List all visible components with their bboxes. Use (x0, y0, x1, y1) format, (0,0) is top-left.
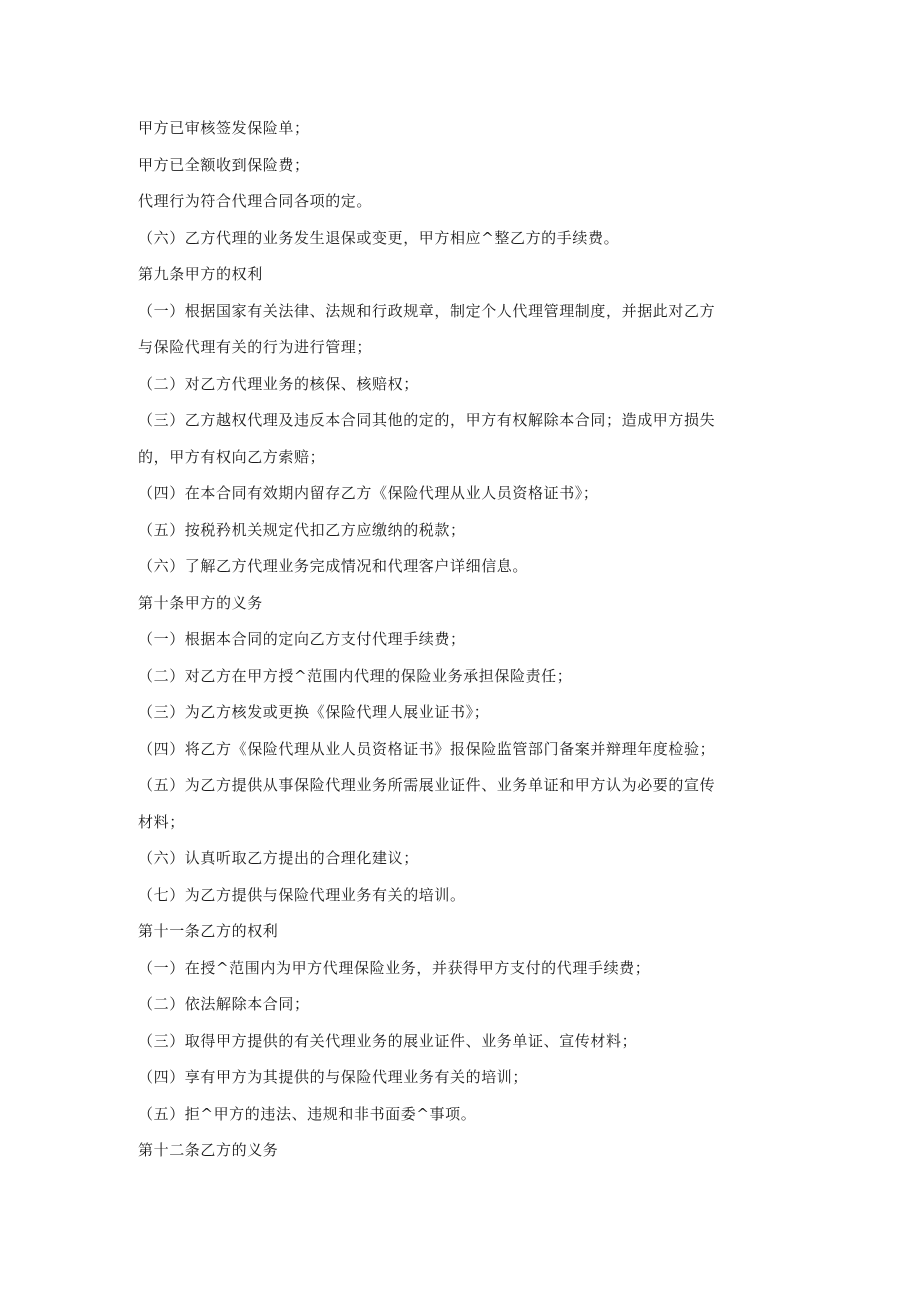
text-line: （二）对乙方代理业务的核保、核赔权； (138, 374, 419, 393)
document-body (138, 110, 778, 1169)
text-line: （四）在本合同有效期内留存乙方《保险代理从业人员资格证书》； (138, 484, 599, 502)
text-line: （六）认真听取乙方提出的合理化建议； (138, 849, 419, 867)
text-line: （三）乙方越权代理及违反本合同其他的定的，甲方有权解除本合同；造成甲方损失 (138, 411, 716, 429)
text-line: （五）为乙方提供从事保险代理业务所需展业证件、业务单证和甲方认为必要的宣传 (138, 776, 716, 794)
section-heading: 第十一条乙方的权利 (138, 922, 279, 940)
text-line: （三）为乙方核发或更换《保险代理人展业证书》； (138, 703, 490, 721)
text-line: （五）按税矜机关规定代扣乙方应缴纳的税款； (138, 520, 466, 539)
text-line: （一）根据国家有关法律、法规和行政规章，制定个人代理管理制度，并据此对乙方 (138, 301, 716, 320)
text-line: （五）拒^甲方的违法、违规和非书面委^事项。 (138, 1104, 477, 1123)
section-heading: 第十条甲方的义务 (138, 593, 263, 612)
text-line: 与保险代理有关的行为进行管理； (138, 338, 373, 356)
section-heading: 第十二条乙方的义务 (138, 1141, 279, 1159)
text-line: （二）依法解除本合同； (138, 995, 310, 1013)
text-line: （二）对乙方在甲方授^范围内代理的保险业务承担保险责任； (138, 666, 573, 685)
text-line: 代理行为符合代理合同各项的定。 (138, 192, 373, 210)
text-line: （一）在授^范围内为甲方代理保险业务，并获得甲方支付的代理手续费； (138, 958, 651, 977)
text-line: （六）乙方代理的业务发生退保或变更，甲方相应^整乙方的手续费。 (138, 228, 620, 247)
section-heading: 第九条甲方的权利 (138, 265, 263, 283)
text-line: （四）享有甲方为其提供的与保险代理业务有关的培训； (138, 1068, 529, 1086)
text-line: （四）将乙方《保险代理从业人员资格证书》报保险监管部门备案并辩理年度检验； (138, 739, 716, 758)
text-line: 的，甲方有权向乙方索赔； (138, 447, 326, 466)
text-line: （三）取得甲方提供的有关代理业务的展业证件、业务单证、宣传材料； (138, 1031, 638, 1050)
text-line: （六）了解乙方代理业务完成情况和代理客户详细信息。 (138, 557, 529, 575)
text-line: （一）根据本合同的定向乙方支付代理手续费； (138, 630, 466, 648)
text-line: 甲方已全额收到保险费； (138, 155, 310, 174)
text-line: 甲方已审核签发保险单； (138, 119, 310, 137)
text-line: （七）为乙方提供与保险代理业务有关的培训。 (138, 885, 466, 904)
text-line: 材料； (138, 812, 185, 831)
